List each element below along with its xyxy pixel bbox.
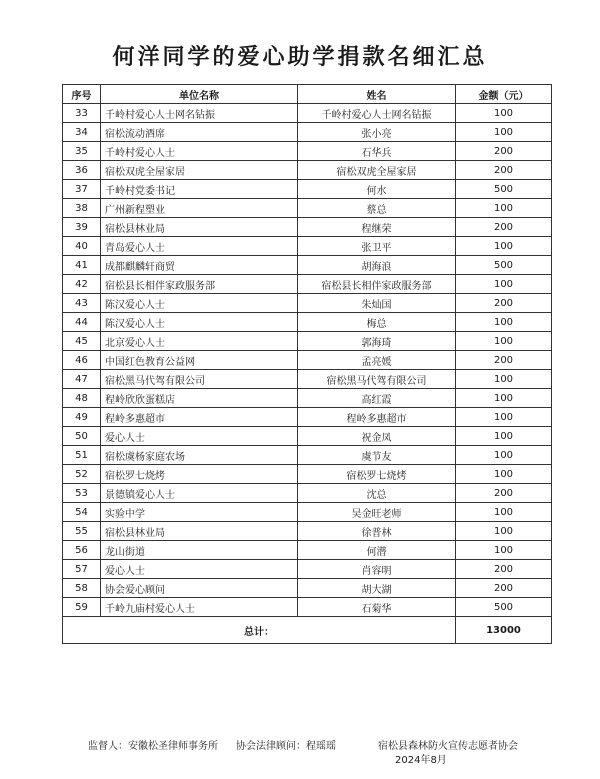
cell-amount: 100 — [456, 237, 552, 256]
organization-text: 宿松县森林防火宣传志愿者协会 — [378, 741, 518, 752]
cell-unit: 青岛爱心人士 — [101, 237, 298, 256]
cell-name: 胡大湖 — [298, 579, 456, 598]
cell-amount: 100 — [456, 104, 552, 123]
cell-unit: 中国红色教育公益网 — [101, 351, 298, 370]
cell-no: 37 — [63, 180, 101, 199]
cell-name: 宿松罗七烧烤 — [298, 465, 456, 484]
cell-unit: 千岭九庙村爱心人士 — [101, 598, 298, 617]
table-row — [63, 199, 552, 218]
cell-name: 程岭多惠超市 — [298, 408, 456, 427]
table-row — [63, 579, 552, 598]
cell-name: 张卫平 — [298, 237, 456, 256]
cell-name: 肖容明 — [298, 560, 456, 579]
cell-no: 36 — [63, 161, 101, 180]
cell-no: 33 — [63, 104, 101, 123]
cell-amount: 100 — [456, 427, 552, 446]
cell-unit: 爱心人士 — [101, 427, 298, 446]
cell-amount: 100 — [456, 332, 552, 351]
cell-no: 55 — [63, 522, 101, 541]
table-row — [63, 256, 552, 275]
cell-amount: 100 — [456, 503, 552, 522]
cell-amount: 100 — [456, 275, 552, 294]
cell-unit: 成都麒麟轩商贸 — [101, 256, 298, 275]
table-header-row — [63, 85, 552, 104]
cell-no: 46 — [63, 351, 101, 370]
table-row — [63, 180, 552, 199]
cell-no: 39 — [63, 218, 101, 237]
cell-name: 宿松双虎全屋家居 — [298, 161, 456, 180]
cell-name: 祝金凤 — [298, 427, 456, 446]
cell-no: 57 — [63, 560, 101, 579]
cell-unit: 陈汉爱心人士 — [101, 294, 298, 313]
cell-no: 42 — [63, 275, 101, 294]
cell-unit: 千岭村爱心人士网名钻振 — [101, 104, 298, 123]
cell-amount: 100 — [456, 199, 552, 218]
table-row — [63, 294, 552, 313]
cell-amount: 100 — [456, 389, 552, 408]
cell-no: 38 — [63, 199, 101, 218]
cell-unit: 北京爱心人士 — [101, 332, 298, 351]
cell-amount: 200 — [456, 294, 552, 313]
cell-name: 宿松黑马代驾有限公司 — [298, 370, 456, 389]
cell-no: 48 — [63, 389, 101, 408]
cell-name: 石菊华 — [298, 598, 456, 617]
cell-amount: 500 — [456, 598, 552, 617]
col-header-name: 姓名 — [298, 85, 456, 104]
table-row — [63, 389, 552, 408]
cell-amount: 200 — [456, 484, 552, 503]
cell-no: 49 — [63, 408, 101, 427]
cell-no: 47 — [63, 370, 101, 389]
col-header-no: 序号 — [63, 85, 101, 104]
cell-unit: 宿松县林业局 — [101, 218, 298, 237]
table-row — [63, 427, 552, 446]
col-header-amount: 金额（元） — [456, 85, 552, 104]
cell-name: 梅总 — [298, 313, 456, 332]
cell-name: 何水 — [298, 180, 456, 199]
donation-table — [62, 84, 552, 644]
cell-no: 53 — [63, 484, 101, 503]
cell-name: 程继荣 — [298, 218, 456, 237]
col-header-unit: 单位名称 — [101, 85, 298, 104]
cell-unit: 实验中学 — [101, 503, 298, 522]
cell-no: 44 — [63, 313, 101, 332]
table-row — [63, 484, 552, 503]
total-amount: 13000 — [456, 617, 552, 644]
table-row — [63, 446, 552, 465]
cell-unit: 宿松流动酒席 — [101, 123, 298, 142]
table-row — [63, 218, 552, 237]
supervisor-text: 监督人：安徽松圣律师事务所 — [88, 741, 218, 752]
cell-unit: 协会爱心顾问 — [101, 579, 298, 598]
table-row — [63, 560, 552, 579]
cell-no: 43 — [63, 294, 101, 313]
cell-amount: 100 — [456, 446, 552, 465]
table-row — [63, 104, 552, 123]
cell-no: 54 — [63, 503, 101, 522]
date-text: 2024年8月 — [395, 755, 447, 766]
table-row — [63, 465, 552, 484]
cell-unit: 宿松罗七烧烤 — [101, 465, 298, 484]
cell-name: 千岭村爱心人士网名钻振 — [298, 104, 456, 123]
cell-no: 34 — [63, 123, 101, 142]
table-row — [63, 237, 552, 256]
table-row — [63, 332, 552, 351]
cell-amount: 200 — [456, 218, 552, 237]
cell-amount: 200 — [456, 560, 552, 579]
table-row — [63, 142, 552, 161]
table-row — [63, 313, 552, 332]
cell-unit: 宿松黑马代驾有限公司 — [101, 370, 298, 389]
cell-no: 58 — [63, 579, 101, 598]
legal-advisor-text: 协会法律顾问：程瑶瑶 — [236, 741, 336, 752]
cell-unit: 千岭村党委书记 — [101, 180, 298, 199]
cell-unit: 宿松县林业局 — [101, 522, 298, 541]
cell-no: 45 — [63, 332, 101, 351]
cell-unit: 广州新程塑业 — [101, 199, 298, 218]
cell-unit: 宿松双虎全屋家居 — [101, 161, 298, 180]
cell-unit: 宿松虞杨家庭农场 — [101, 446, 298, 465]
cell-amount: 200 — [456, 351, 552, 370]
cell-unit: 龙山街道 — [101, 541, 298, 560]
table-row — [63, 161, 552, 180]
cell-name: 石华兵 — [298, 142, 456, 161]
cell-name: 宿松县长相伴家政服务部 — [298, 275, 456, 294]
cell-name: 沈总 — [298, 484, 456, 503]
cell-unit: 宿松县长相伴家政服务部 — [101, 275, 298, 294]
cell-name: 朱灿国 — [298, 294, 456, 313]
cell-amount: 100 — [456, 408, 552, 427]
table-row — [63, 275, 552, 294]
cell-unit: 景德镇爱心人士 — [101, 484, 298, 503]
cell-name: 高红霞 — [298, 389, 456, 408]
cell-no: 50 — [63, 427, 101, 446]
table-row — [63, 522, 552, 541]
table-row — [63, 408, 552, 427]
table-row — [63, 503, 552, 522]
cell-amount: 100 — [456, 313, 552, 332]
cell-unit: 程岭欣欣蛋糕店 — [101, 389, 298, 408]
cell-amount: 100 — [456, 541, 552, 560]
cell-amount: 500 — [456, 180, 552, 199]
table-row — [63, 541, 552, 560]
cell-name: 虞节友 — [298, 446, 456, 465]
cell-name: 张小亮 — [298, 123, 456, 142]
cell-unit: 陈汉爱心人士 — [101, 313, 298, 332]
cell-amount: 500 — [456, 256, 552, 275]
table-row — [63, 598, 552, 617]
cell-amount: 100 — [456, 123, 552, 142]
page-title: 何洋同学的爱心助学捐款名细汇总 — [112, 44, 488, 70]
cell-name: 吴金旺老师 — [298, 503, 456, 522]
cell-name: 郭海琦 — [298, 332, 456, 351]
cell-name: 蔡总 — [298, 199, 456, 218]
cell-name: 徐普林 — [298, 522, 456, 541]
cell-name: 何潜 — [298, 541, 456, 560]
cell-name: 胡海浪 — [298, 256, 456, 275]
cell-unit: 千岭村爱心人士 — [101, 142, 298, 161]
total-row — [63, 617, 552, 644]
cell-amount: 100 — [456, 370, 552, 389]
cell-unit: 程岭多惠超市 — [101, 408, 298, 427]
table-row — [63, 370, 552, 389]
cell-no: 41 — [63, 256, 101, 275]
cell-no: 52 — [63, 465, 101, 484]
cell-no: 59 — [63, 598, 101, 617]
cell-no: 35 — [63, 142, 101, 161]
cell-amount: 200 — [456, 161, 552, 180]
table-row — [63, 351, 552, 370]
cell-amount: 100 — [456, 465, 552, 484]
cell-no: 51 — [63, 446, 101, 465]
table-row — [63, 123, 552, 142]
cell-amount: 100 — [456, 522, 552, 541]
cell-amount: 200 — [456, 142, 552, 161]
cell-no: 40 — [63, 237, 101, 256]
cell-unit: 爱心人士 — [101, 560, 298, 579]
total-label: 总计： — [63, 617, 456, 644]
cell-amount: 200 — [456, 579, 552, 598]
cell-no: 56 — [63, 541, 101, 560]
cell-name: 孟亮媛 — [298, 351, 456, 370]
